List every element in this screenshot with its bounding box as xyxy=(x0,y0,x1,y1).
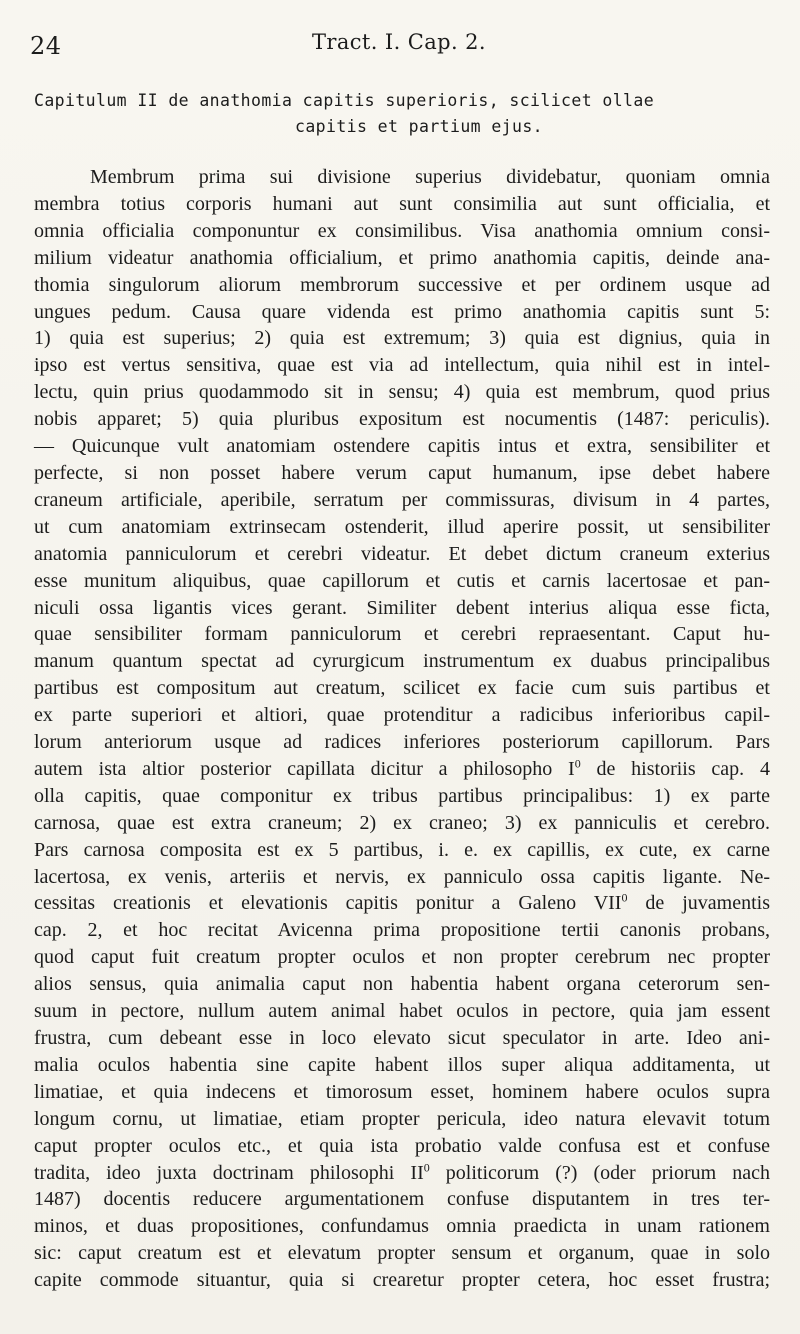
text-line: lorum anteriorum usque ad radices inferiores posteriorum capillorum. Pars xyxy=(34,731,770,754)
text-line: ex parte superiori et altiori, quae protenditur a radicibus inferioribus capil- xyxy=(34,704,770,727)
text-line: nobis apparet; 5) quia pluribus expositum est nocumentis (1487: periculis). xyxy=(34,408,770,431)
text-line: omnia officialia componuntur ex consimilibus. Visa anathomia omnium consi- xyxy=(34,219,770,242)
text-line: malia oculos habentia sine capite habent illos super aliqua additamenta, ut xyxy=(34,1053,770,1076)
text-line: ipso est vertus sensitiva, quae est via ad intellectum, quia nihil est in intel- xyxy=(34,354,770,377)
text-line: lectu, quin prius quodammodo sit in sensu; 4) quia est membrum, quod prius xyxy=(34,381,770,404)
chapter-title-line-1: Capitulum II de anathomia capitis superioris, scilicet ollae xyxy=(34,91,655,110)
text-line: partibus est compositum aut creatum, scilicet ex facie cum suis partibus et xyxy=(34,677,770,700)
text-line: niculi ossa ligantis vices gerant. Similiter debent interius aliqua esse ficta, xyxy=(34,596,770,619)
text-line: esse munitum aliquibus, quae capillorum et cutis et carnis lacertosae et pan- xyxy=(34,569,770,592)
text-segment: de historiis cap. 4 xyxy=(580,757,770,780)
text-line: lacertosa, ex venis, arteriis et nervis, ex panniculo ossa capitis ligante. Ne- xyxy=(34,865,770,888)
text-line: — Quicunque vult anatomiam ostendere capitis intus et extra, sensibiliter et xyxy=(34,435,770,458)
superscript: 0 xyxy=(574,756,581,771)
text-line: 1) quia est superius; 2) quia est extremum; 3) quia est dignius, quia in xyxy=(34,327,770,350)
text-line: caput propter oculos etc., et quia ista probatio valde confusa est et confuse xyxy=(34,1134,770,1157)
text-line: minos, et duas propositiones, confundamus omnia praedicta in unam rationem xyxy=(34,1215,770,1238)
text-line: suum in pectore, nullum autem animal habet oculos in pectore, quia jam essent xyxy=(34,1000,770,1023)
running-head: Tract. I. Cap. 2. xyxy=(312,30,486,54)
text-line-with-superscript xyxy=(34,890,770,917)
text-line: perfecte, si non posset habere verum caput humanum, ipse debet habere xyxy=(34,461,770,484)
text-line: ungues pedum. Causa quare videnda est primo anathomia capitis sunt 5: xyxy=(34,300,770,323)
text-segment: cessitas creationis et elevationis capitis ponitur a Galeno VII xyxy=(34,892,622,915)
text-line: quae sensibiliter formam panniculorum et cerebri repraesentant. Caput hu- xyxy=(34,623,770,646)
text-line: alios sensus, quia animalia caput non habentia habent organa ceterorum sen- xyxy=(34,973,770,996)
text-line: limatiae, et quia indecens et timorosum esset, hominem habere oculos supra xyxy=(34,1080,770,1103)
text-line: quod caput fuit creatum propter oculos et non propter cerebrum nec propter xyxy=(34,946,770,969)
text-line: carnosa, quae est extra craneum; 2) ex craneo; 3) ex panniculis et cerebro. xyxy=(34,811,770,834)
text-line: membra totius corporis humani aut sunt consimilia aut sunt officialia, et xyxy=(34,192,770,215)
text-line: Membrum prima sui divisione superius dividebatur, quoniam omnia xyxy=(90,166,770,188)
body-text xyxy=(34,164,770,1294)
text-line: longum cornu, ut limatiae, etiam propter pericula, ideo natura elevavit totum xyxy=(34,1107,770,1130)
text-segment: de juvamentis xyxy=(627,892,770,915)
text-line: cap. 2, et hoc recitat Avicenna prima propositione tertii canonis probans, xyxy=(34,919,770,942)
superscript: 0 xyxy=(621,890,628,905)
text-line: milium videatur anathomia officialium, et primo anathomia capitis, deinde ana- xyxy=(34,246,770,269)
text-line: capite commode situantur, quia si crearetur propter cetera, hoc esset frustra; xyxy=(34,1269,770,1292)
page-number: 24 xyxy=(30,32,62,60)
text-line: anatomia panniculorum et cerebri videatur. Et debet dictum craneum exterius xyxy=(34,542,770,565)
text-line-with-superscript xyxy=(34,756,770,783)
text-line: frustra, cum debeant esse in loco elevato sicut speculator in arte. Ideo ani- xyxy=(34,1027,770,1049)
text-line: ut cum anatomiam extrinsecam ostenderit, illud aperire possit, ut sensibiliter xyxy=(34,515,770,538)
page-header xyxy=(30,30,770,64)
text-segment: tradita, ideo juxta doctrinam philosophi II xyxy=(34,1161,424,1184)
text-line: craneum artificiale, aperibile, serratum per commissuras, divisum in 4 partes, xyxy=(34,488,770,511)
chapter-title xyxy=(34,88,764,140)
text-line: 1487) docentis reducere argumentationem confuse disputantem in tres ter- xyxy=(34,1188,770,1211)
text-line: sic: caput creatum est et elevatum propter sensum et organum, quae in solo xyxy=(34,1242,770,1265)
text-segment: autem ista altior posterior capillata dicitur a philosopho I xyxy=(34,757,575,780)
text-line: Pars carnosa composita est ex 5 partibus, i. e. ex capillis, ex cute, ex carne xyxy=(34,838,770,861)
text-line: olla capitis, quae componitur ex tribus partibus principalibus: 1) ex parte xyxy=(34,784,770,807)
text-line: thomia singulorum aliorum membrorum successive et per ordinem usque ad xyxy=(34,273,770,296)
text-line-with-superscript xyxy=(34,1160,770,1187)
text-line: manum quantum spectat ad cyrurgicum instrumentum ex duabus principalibus xyxy=(34,650,770,673)
chapter-title-line-2: capitis et partium ejus. xyxy=(294,117,543,136)
text-segment: politicorum (?) (oder priorum nach xyxy=(429,1161,770,1184)
superscript: 0 xyxy=(423,1159,430,1174)
